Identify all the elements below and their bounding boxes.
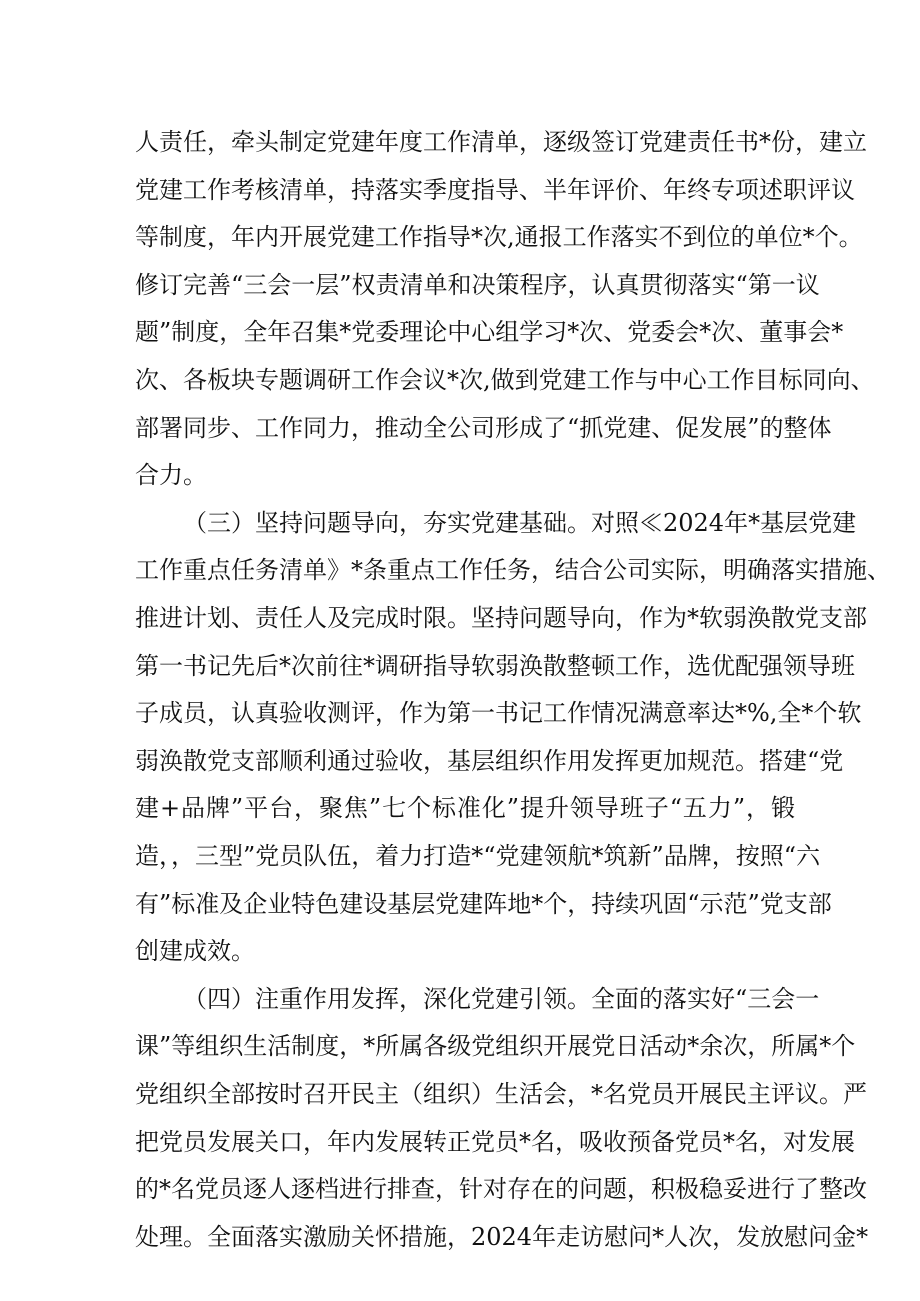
paragraph-line: 等制度，年内开展党建工作指导*次,通报工作落实不到位的单位*个。 (135, 223, 863, 251)
section-heading-line: （四）注重作用发挥，深化党建引领。全面的落实好“三会一 (183, 985, 820, 1013)
paragraph-line: 人责任，牵头制定党建年度工作清单，逐级签订党建责任书*份，建立 (135, 128, 867, 156)
paragraph-line: 建+品牌”平台，聚焦”七个标准化”提升领导班子“五力”，锻 (135, 794, 795, 822)
paragraph-line: 创建成效。 (135, 937, 255, 965)
paragraph-line: 把党员发展关口，年内发展转正党员*名，吸收预备党员*名，对发展 (135, 1128, 855, 1156)
paragraph-line: 的*名党员逐人逐档进行排查，针对存在的问题，积极稳妥进行了整改 (135, 1175, 867, 1203)
paragraph-line: 有”标准及企业特色建设基层党建阵地*个，持续巩固“示范”党支部 (135, 890, 832, 918)
section-heading-line: （三）坚持问题导向，夯实党建基础。对照≪2024年*基层党建 (183, 509, 857, 537)
paragraph-line: 题”制度，全年召集*党委理论中心组学习*次、党委会*次、董事会* (135, 318, 844, 346)
paragraph-line: 处理。全面落实激励关怀措施，2024年走访慰问*人次，发放慰问金* (135, 1223, 869, 1251)
paragraph-line: 工作重点任务清单》*条重点工作任务，结合公司实际，明确落实措施、 (135, 556, 891, 584)
paragraph-line: 推进计划、责任人及完成时限。坚持问题导向，作为*软弱涣散党支部 (135, 604, 867, 632)
paragraph-line: 党建工作考核清单，持落实季度指导、半年评价、年终专项述职评议 (135, 176, 855, 204)
paragraph-line: 第一书记先后*次前往*调研指导软弱涣散整顿工作，选优配强领导班 (135, 652, 855, 680)
paragraph-line: 课”等组织生活制度，*所属各级党组织开展党日活动*余次，所属*个 (135, 1032, 856, 1060)
paragraph-line: 次、各板块专题调研工作会议*次,做到党建工作与中心工作目标同向、 (135, 366, 875, 394)
paragraph-line: 弱涣散党支部顺利通过验收，基层组织作用发挥更加规范。搭建“党 (135, 747, 844, 775)
paragraph-line: 修订完善“三会一层”权责清单和决策程序，认真贯彻落实“第一议 (135, 271, 820, 299)
paragraph-line: 子成员，认真验收测评，作为第一书记工作情况满意率达*%,全*个软 (135, 699, 862, 727)
paragraph-line: 造，，三型”党员队伍，着力打造*“党建领航*筑新”品牌，按照“六 (135, 842, 821, 870)
paragraph-line: 合力。 (135, 461, 207, 489)
paragraph-line: 部署同步、工作同力，推动全公司形成了“抓党建、促发展”的整体 (135, 414, 832, 442)
paragraph-line: 党组织全部按时召开民主（组织）生活会，*名党员开展民主评议。严 (135, 1080, 867, 1108)
